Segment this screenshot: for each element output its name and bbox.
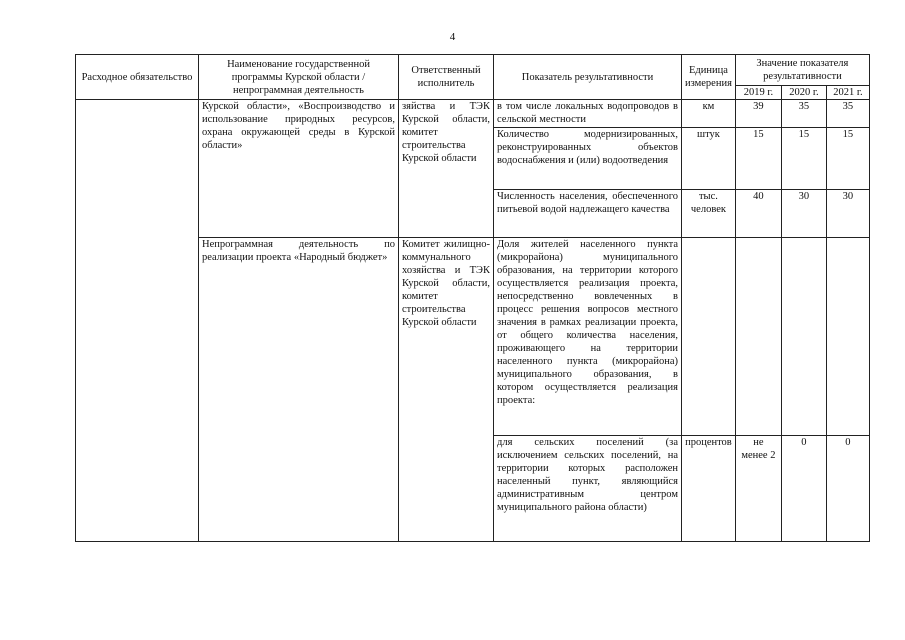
header-unit: Единица измерения (682, 55, 736, 100)
indicator-value-2021: 0 (826, 436, 869, 542)
indicator-value-2021: 35 (826, 100, 869, 128)
indicator-unit: тыс. человек (682, 190, 736, 238)
program-cell-1: Курской области», «Воспроизводство и использование природных ресурсов, охрана окружающей среды в Курской области» (199, 100, 399, 238)
indicator-value-2019: не менее 2 (735, 436, 781, 542)
indicator-text: Численность населения, обеспеченного питьевой водой надлежащего качества (494, 190, 682, 238)
header-value-group: Значение показателя результативности (735, 55, 869, 86)
header-year-2020: 2020 г. (781, 86, 826, 100)
indicator-text: Доля жителей населенного пункта (микрорайона) муниципального образования, на территории которого осуществляется реализация проекта, непосредственно вовлеченных в процесс решения вопросов местного значения в рамках реализации проекта, от общего количества населения, проживающего на территории населенного пункта (микрорайона) муниципального образования, в котором осуществляется реализация проекта: (494, 238, 682, 436)
indicator-value-2020: 30 (781, 190, 826, 238)
indicator-value-2021 (826, 238, 869, 436)
indicator-unit (682, 238, 736, 436)
header-expense: Расходное обязательство (76, 55, 199, 100)
header-year-2021: 2021 г. (826, 86, 869, 100)
header-program: Наименование государственной программы Курской области / непрограммная деятельность (199, 55, 399, 100)
program-cell-2: Непрограммная деятельность по реализации проекта «Народный бюджет» (199, 238, 399, 542)
indicator-unit: штук (682, 128, 736, 190)
indicator-value-2020: 0 (781, 436, 826, 542)
indicator-value-2019 (735, 238, 781, 436)
header-executor: Ответственный исполнитель (399, 55, 494, 100)
indicators-table (75, 54, 870, 542)
indicator-text: в том числе локальных водопроводов в сельской местности (494, 100, 682, 128)
header-indicator: Показатель результативности (494, 55, 682, 100)
indicator-unit: км (682, 100, 736, 128)
indicator-unit: процентов (682, 436, 736, 542)
indicator-value-2021: 30 (826, 190, 869, 238)
indicator-value-2019: 39 (735, 100, 781, 128)
indicator-text: для сельских поселений (за исключением сельских поселений, на территории которых расположен населенный пункт, являющийся административным центром муниципального района области) (494, 436, 682, 542)
executor-cell-1: зяйства и ТЭК Курской области, комитет строительства Курской области (399, 100, 494, 238)
header-year-2019: 2019 г. (735, 86, 781, 100)
indicator-value-2020: 15 (781, 128, 826, 190)
indicator-value-2019: 40 (735, 190, 781, 238)
indicator-value-2019: 15 (735, 128, 781, 190)
indicator-value-2020 (781, 238, 826, 436)
page-number: 4 (449, 31, 456, 43)
executor-cell-2: Комитет жилищно-коммунального хозяйства и ТЭК Курской области, комитет строительства Курской области (399, 238, 494, 542)
expense-cell (76, 100, 199, 542)
indicator-value-2020: 35 (781, 100, 826, 128)
indicator-text: Количество модернизированных, реконструированных объектов водоснабжения и (или) водоотведения (494, 128, 682, 190)
indicator-value-2021: 15 (826, 128, 869, 190)
